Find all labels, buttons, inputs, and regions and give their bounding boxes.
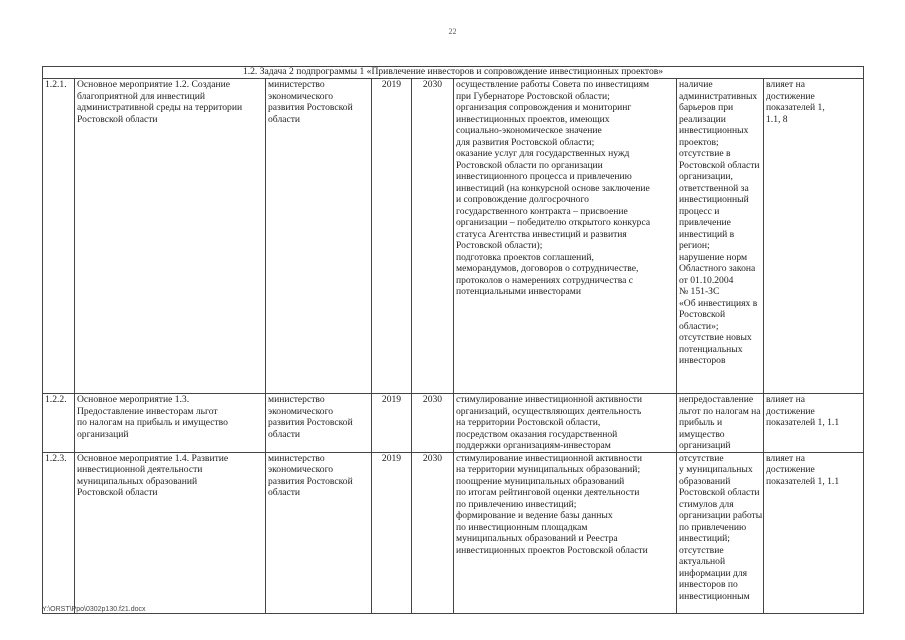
measures-table [42,66,864,614]
cell-line: образований [679,475,731,487]
cell-line: от 01.10.2004 [679,274,734,286]
cell-line: по инвестиционным площадкам [456,521,588,533]
cell-line: на территории муниципальных образований; [456,464,641,475]
cell-line: области [268,113,301,125]
task-row [43,67,864,79]
expected-result [454,394,677,453]
end-year: 2030 [412,79,454,394]
cell-line: показателей 1, [766,102,825,113]
cell-line: потенциальных [679,343,743,355]
cell-line: инвестиционный [679,194,749,205]
row-number: 1.2.1. [43,79,75,394]
cell-line: протоколов о намерениях сотрудничества с [456,274,634,286]
cell-line: потенциальными инвесторами [456,286,581,297]
cell-line: административных [679,90,758,102]
cell-line: развития Ростовской [268,102,353,113]
cell-line: развития Ростовской [268,475,353,487]
indicator-link [764,452,864,613]
indicator-link [764,394,864,453]
cell-line: на территории Ростовской области, [456,417,601,428]
cell-line: министерство [268,394,325,405]
cell-line: министерство [268,452,325,464]
cell-line: Ростовской области [77,487,158,498]
cell-line: влияет на [766,394,805,405]
cell-line: ответственной за [679,182,749,194]
cell-line: инвестиционных проектов Ростовской области [456,544,648,556]
cell-line: у муниципальных [679,464,753,475]
executor [266,452,372,613]
cell-line: «Об инвестициях в [679,297,758,309]
cell-line: отсутствие новых [679,332,752,343]
cell-line: нарушение норм [679,251,748,263]
cell-line: муниципальных образований [77,475,198,487]
start-year: 2019 [372,452,412,613]
cell-line: отсутствие [679,452,724,464]
cell-line: административной среды на территории [77,102,243,113]
cell-line: процесс и [679,205,720,217]
cell-line: инвестиций; [679,533,730,544]
cell-line: Ростовской [679,309,726,320]
cell-line: посредством оказания государственной [456,428,618,440]
cell-line: экономического [268,464,334,475]
cell-line: инвестиционного процесса и привлечению [456,171,632,182]
cell-line: инвесторов по [679,579,738,590]
cell-line: стимулирование инвестиционной активности [456,394,643,405]
cell-line: инвестиционным [679,590,750,602]
cell-line: статуса Агентства инвестиций и развития [456,228,627,240]
cell-line: Ростовской области по организации [456,159,603,171]
start-year: 2019 [372,394,412,453]
consequences [677,394,764,453]
cell-line: организаций [77,428,129,440]
cell-line: поощрение муниципальных образований [456,475,625,487]
executor [266,394,372,453]
row-number: 1.2.2. [43,394,75,453]
expected-result [454,452,677,613]
cell-line: показателей 1, 1.1 [766,475,840,487]
cell-line: экономического [268,90,334,102]
end-year: 2030 [412,452,454,613]
cell-line: министерство [268,79,325,90]
cell-line: инвестиций (на конкурсной основе заключение [456,182,650,194]
task-title: 1.2. Задача 2 подпрограммы 1 «Привлечение инвесторов и сопровождение инвестиционных проектов» [43,67,864,79]
cell-line: развития Ростовской [268,417,353,428]
cell-line: инвестиционных проектов, имеющих [456,113,610,125]
cell-line: организаций, осуществляющих деятельность [456,405,642,417]
consequences [677,452,764,613]
cell-line: муниципальных образований и Реестра [456,533,618,544]
cell-line: социально-экономическое значение [456,125,602,136]
cell-line: № 151-ЗС [679,286,720,297]
cell-line: регион; [679,240,710,251]
page-number: 22 [448,27,457,36]
cell-line: 1.1, 8 [766,113,788,125]
measure-name [75,79,266,394]
cell-line: формирование и ведение базы данных [456,510,613,521]
cell-line: Областного закона [679,263,756,274]
cell-line: стимулов для [679,498,734,510]
start-year: 2019 [372,79,412,394]
cell-line: отсутствие в [679,148,731,159]
cell-line: организации работы [679,510,763,521]
end-year: 2030 [412,394,454,453]
cell-line: льгот по налогам на [679,405,761,417]
cell-line: по налогам на прибыль и имущество [77,417,228,428]
cell-line: организации – победителю открытого конкурса [456,217,651,228]
cell-line: подготовка проектов соглашений, [456,251,594,263]
cell-line: проектов; [679,136,719,148]
cell-line: барьеров при [679,102,734,113]
cell-line: инвестиций в [679,228,735,240]
cell-line: Ростовской области [77,113,158,125]
table-row [43,79,864,394]
cell-line: отсутствие [679,544,724,556]
cell-line: организации, [679,171,733,182]
cell-line: организация сопровождения и мониторинг [456,102,632,113]
cell-line: благоприятной для инвестиций [77,90,206,102]
cell-line: Ростовской области [679,159,760,171]
cell-line: непредоставление [679,394,754,405]
cell-line: осуществление работы Совета по инвестициям [456,79,650,90]
cell-line: оказание услуг для государственных нужд [456,148,630,159]
cell-line: по привлечению [679,521,747,533]
cell-line: организаций [679,440,731,451]
cell-line: инвестиционной деятельности [77,464,203,475]
cell-line: по итогам рейтинговой оценки деятельности [456,487,640,498]
footer-file-path: Y:\ORST\Ppo\0302p130.f21.docx [42,606,146,613]
cell-line: показателей 1, 1.1 [766,417,840,428]
cell-line: наличие [679,79,713,90]
expected-result [454,79,677,394]
row-number: 1.2.3. [43,452,75,613]
cell-line: и сопровождение долгосрочного [456,194,589,205]
cell-line: экономического [268,405,334,417]
cell-line: достижение [766,405,815,417]
cell-line: области [268,428,301,440]
indicator-link [764,79,864,394]
executor [266,79,372,394]
cell-line: Основное мероприятие 1.2. Создание [77,79,231,90]
cell-line: области»; [679,320,719,332]
cell-line: поддержки организациям-инвесторам [456,440,611,451]
cell-line: при Губернаторе Ростовской области; [456,90,610,102]
cell-line: достижение [766,464,815,475]
cell-line: для развития Ростовской области; [456,136,595,148]
cell-line: стимулирование инвестиционной активности [456,452,643,464]
cell-line: по привлечению инвестиций; [456,498,577,510]
cell-line: Основное мероприятие 1.3. [77,394,190,405]
cell-line: влияет на [766,79,805,90]
consequences [677,79,764,394]
measure-name [75,452,266,613]
cell-line: инвестиционных [679,125,749,136]
cell-line: Основное мероприятие 1.4. Развитие [77,452,229,464]
cell-line: информации для [679,567,748,579]
cell-line: привлечение [679,217,731,228]
cell-line: актуальной [679,556,726,567]
measure-name [75,394,266,453]
cell-line: прибыль и [679,417,723,428]
cell-line: инвесторов [679,355,726,366]
table-row [43,394,864,453]
cell-line: реализации [679,113,726,125]
cell-line: влияет на [766,452,805,464]
cell-line: Ростовской области); [456,240,543,251]
cell-line: Предоставление инвесторам льгот [77,405,218,417]
cell-line: Ростовской области [679,487,760,498]
cell-line: государственного контракта – присвоение [456,205,628,217]
table-row [43,452,864,613]
cell-line: области [268,487,301,498]
cell-line: имущество [679,428,725,440]
cell-line: меморандумов, договоров о сотрудничестве, [456,263,639,274]
cell-line: достижение [766,90,815,102]
